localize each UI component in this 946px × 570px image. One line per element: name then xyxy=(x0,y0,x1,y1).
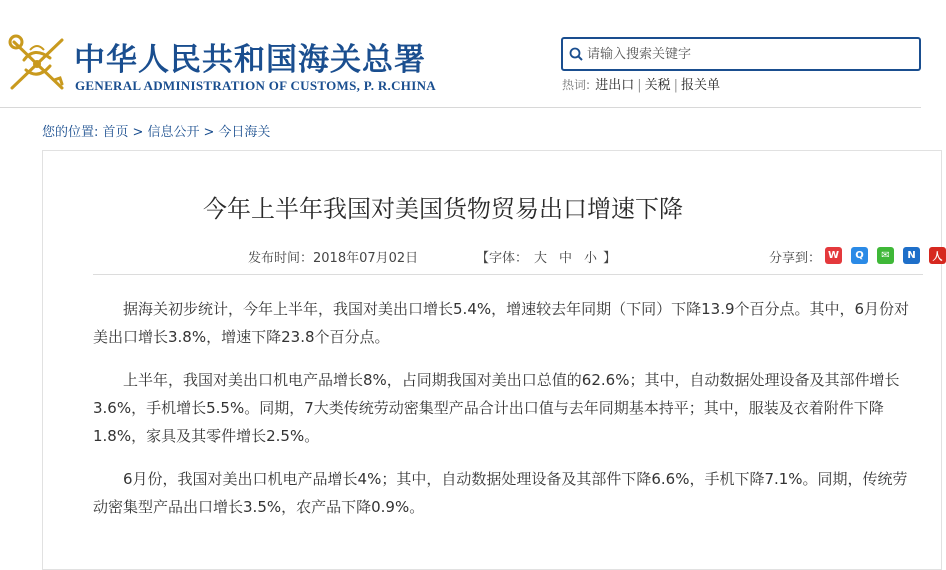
hot-word-link[interactable]: 进出口 xyxy=(595,78,635,93)
hot-word-link[interactable]: 报关单 xyxy=(681,78,721,93)
font-size-control xyxy=(476,247,616,266)
search-icon[interactable] xyxy=(569,47,583,61)
hot-words xyxy=(562,74,721,93)
site-title-en[interactable]: GENERAL ADMINISTRATION OF CUSTOMS, P. R.CHINA xyxy=(75,78,436,93)
search-input[interactable] xyxy=(587,42,907,66)
divider: | xyxy=(673,78,678,93)
font-size-large[interactable]: 大 xyxy=(534,251,548,266)
share-icons xyxy=(825,247,946,264)
site-header xyxy=(0,0,921,108)
customs-emblem-icon[interactable] xyxy=(4,30,70,96)
font-size-label: 【字体： xyxy=(476,251,529,266)
share-label: 分享到： xyxy=(769,251,822,266)
article-title: 今年上半年我国对美国货物贸易出口增速下降 xyxy=(203,195,683,223)
people-icon[interactable]: 人 xyxy=(929,247,946,264)
qzone-icon[interactable]: Q xyxy=(851,247,868,264)
hot-word-link[interactable]: 关税 xyxy=(644,78,671,93)
site-title-cn[interactable]: 中华人民共和国海关总署 xyxy=(74,42,426,78)
font-size-small[interactable]: 小 xyxy=(584,251,598,266)
article-meta xyxy=(93,241,943,275)
article-paragraph: 6月份，我国对美出口机电产品增长4%；其中，自动数据处理设备及其部件下降6.6%，手机下降7.1%。同期，传统劳动密集型产品出口增长3.5%，农产品下降0.9%。 xyxy=(93,470,908,516)
breadcrumb-today[interactable]: 今日海关 xyxy=(218,125,271,140)
article-paragraph: 据海关初步统计，今年上半年，我国对美出口增长5.4%，增速较去年同期（下同）下降13.9个百分点。其中，6月份对美出口增长3.8%，增速下降23.8个百分点。 xyxy=(93,300,910,346)
wechat-icon[interactable]: ✉ xyxy=(877,247,894,264)
search-box xyxy=(561,37,921,71)
breadcrumb-home[interactable]: 首页 xyxy=(102,125,129,140)
breadcrumb xyxy=(42,121,270,140)
hot-words-label: 热词: xyxy=(562,78,591,92)
font-size-medium[interactable]: 中 xyxy=(559,251,573,266)
breadcrumb-separator: > xyxy=(132,125,144,140)
breadcrumb-info[interactable]: 信息公开 xyxy=(147,125,200,140)
font-size-close: 】 xyxy=(603,251,617,266)
article-panel xyxy=(42,150,942,570)
article-body xyxy=(93,295,913,536)
article-paragraph: 上半年，我国对美出口机电产品增长8%，占同期我国对美出口总值的62.6%；其中，自动数据处理设备及其部件增长3.6%，手机增长5.5%。同期，7大类传统劳动密集型产品合计出口值与去年同期基本持平；其中，服装及衣着附件下降1.8%，家具及其零件增长2.5%。 xyxy=(93,371,900,445)
breadcrumb-separator: > xyxy=(203,125,215,140)
weibo-icon[interactable]: W xyxy=(825,247,842,264)
renren-icon[interactable]: N xyxy=(903,247,920,264)
publish-date: 发布时间：2018年07月02日 xyxy=(248,251,419,266)
breadcrumb-label: 您的位置: xyxy=(42,125,99,140)
divider: | xyxy=(637,78,642,93)
